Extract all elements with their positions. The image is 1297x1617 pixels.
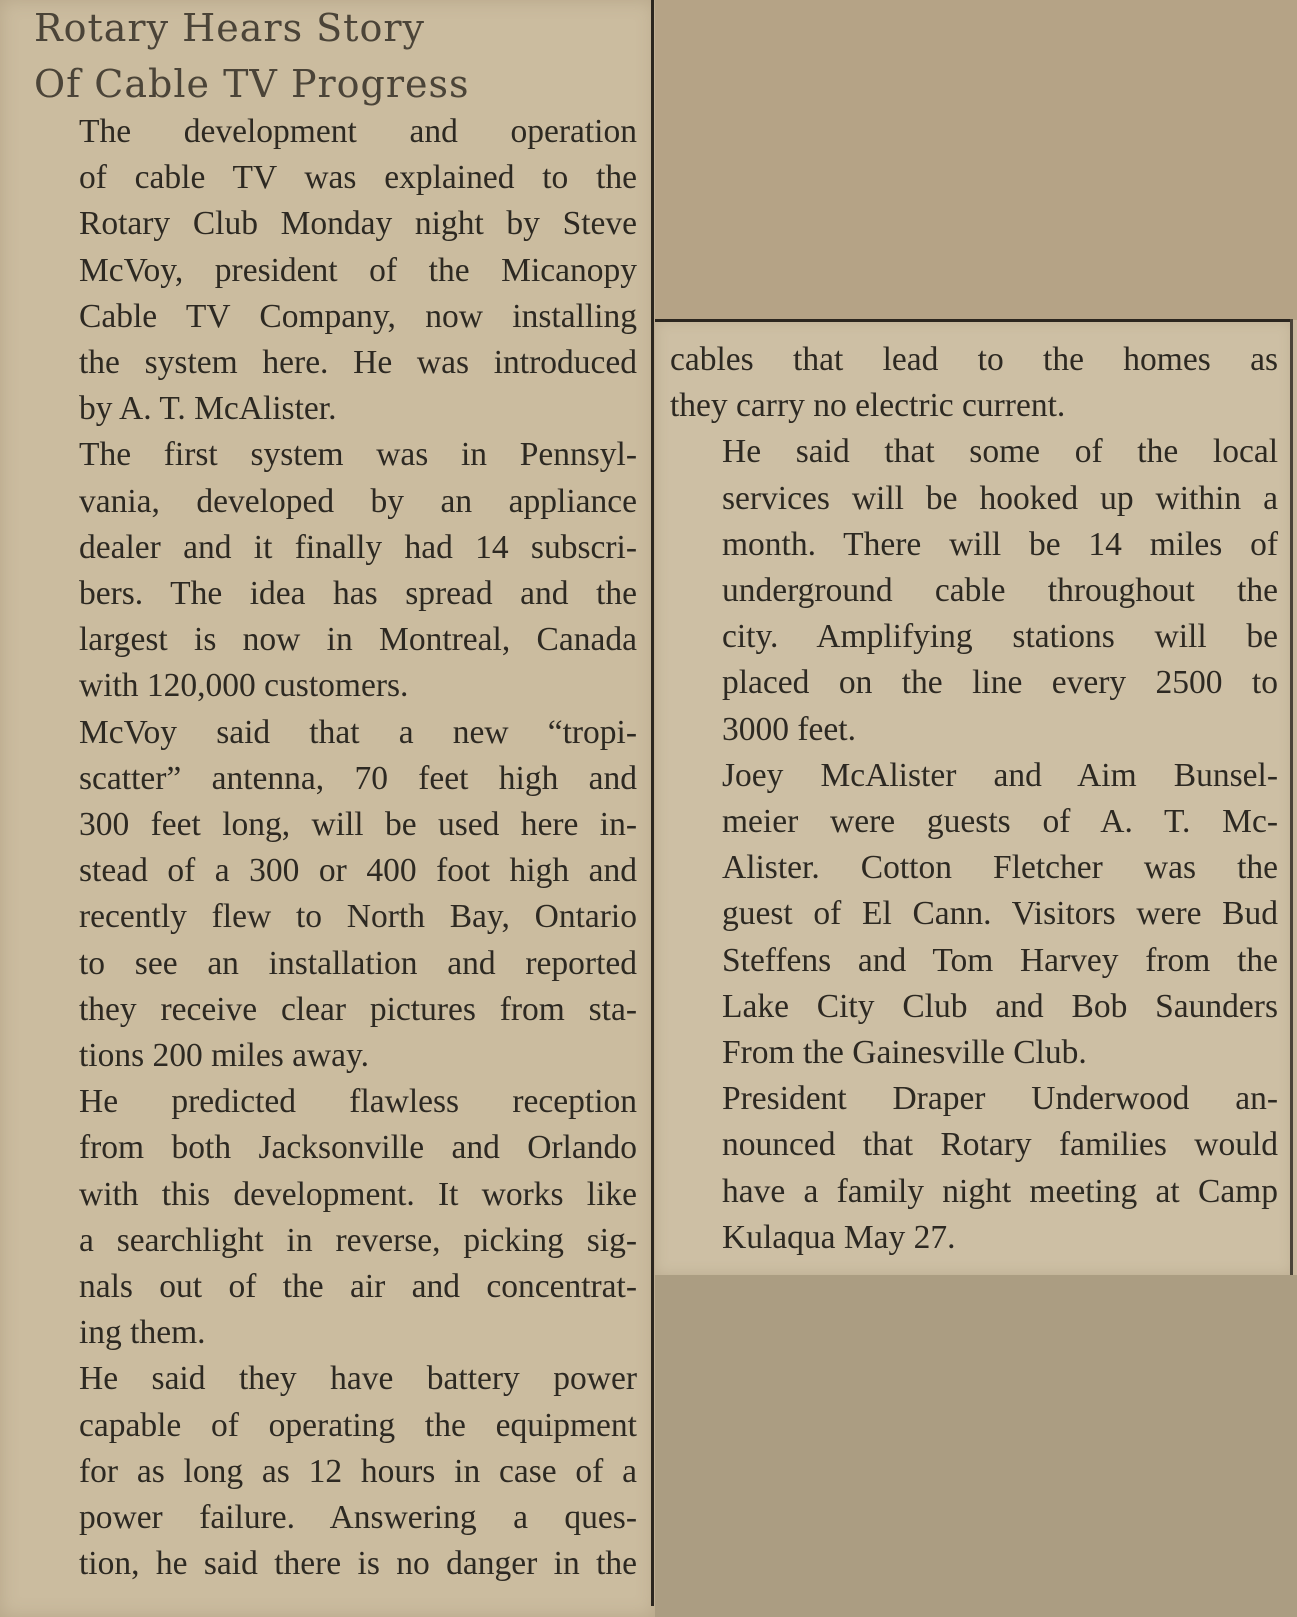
text-line: capable of operating the equipment (79, 1406, 637, 1444)
text-line: meier were guests of A. T. Mc- (722, 803, 1278, 841)
text-line: tion, he said there is no danger in the (79, 1545, 637, 1583)
blank-area-bottom-right (655, 1275, 1297, 1617)
headline-line-1: Rotary Hears Story (34, 6, 425, 50)
text-line: Rotary Club Monday night by Steve (79, 205, 637, 243)
text-line: Cable TV Company, now installing (79, 297, 637, 335)
blank-area-top-right (655, 0, 1297, 320)
text-line: guest of El Cann. Visitors were Bud (722, 895, 1278, 933)
text-line: dealer and it finally had 14 subscri- (79, 528, 637, 566)
text-line: President Draper Underwood an- (722, 1080, 1278, 1118)
text-line: Lake City Club and Bob Saunders (722, 987, 1278, 1025)
text-line: largest is now in Montreal, Canada (79, 621, 637, 659)
text-line: McVoy said that a new “tropi- (79, 713, 637, 751)
left-column-body (27, 109, 637, 1588)
text-line: He said that some of the local (722, 433, 1278, 471)
text-line: Alister. Cotton Fletcher was the (722, 849, 1278, 887)
text-line: of cable TV was explained to the (79, 159, 637, 197)
text-line: city. Amplifying stations will be (722, 618, 1278, 656)
text-line: Joey McAlister and Aim Bunsel- (722, 756, 1278, 794)
text-line: placed on the line every 2500 to (722, 664, 1278, 702)
paragraph-2 (27, 432, 637, 709)
right-column-top-rule (655, 319, 1293, 322)
right-column-edge-rule (1290, 319, 1293, 1275)
text-line: from both Jacksonville and Orlando (79, 1129, 637, 1167)
text-line: vania, developed by an appliance (79, 482, 637, 520)
text-line: by A. T. McAlister. (79, 390, 337, 428)
paragraph-1 (27, 109, 637, 432)
text-line: they carry no electric current. (670, 387, 1066, 425)
text-line: with 120,000 customers. (79, 667, 409, 705)
text-line: to see an installation and reported (79, 944, 637, 982)
text-line: underground cable throughout the (722, 572, 1278, 610)
paragraph-continuation (670, 337, 1278, 429)
column-divider-rule (651, 0, 654, 1606)
paragraph-7 (670, 753, 1278, 1076)
text-line: Kulaqua May 27. (722, 1218, 956, 1256)
text-line: The development and operation (79, 113, 637, 150)
text-line: From the Gainesville Club. (722, 1034, 1087, 1072)
paragraph-3 (27, 710, 637, 1080)
text-line: for as long as 12 hours in case of a (79, 1452, 637, 1490)
paragraph-5 (27, 1356, 637, 1587)
article-headline (34, 0, 644, 112)
text-line: ing them. (79, 1314, 206, 1352)
text-line: with this development. It works like (79, 1175, 637, 1213)
text-line: The first system was in Pennsyl- (79, 436, 637, 474)
text-line: have a family night meeting at Camp (722, 1172, 1278, 1210)
right-column-body (670, 337, 1278, 1261)
paragraph-4 (27, 1079, 637, 1356)
text-line: the system here. He was introduced (79, 344, 637, 382)
text-line: they receive clear pictures from sta- (79, 990, 637, 1028)
text-line: cables that lead to the homes as (670, 341, 1278, 378)
text-line: recently flew to North Bay, Ontario (79, 898, 637, 936)
headline-line-2: Of Cable TV Progress (34, 62, 470, 106)
paragraph-6 (670, 429, 1278, 752)
text-line: month. There will be 14 miles of (722, 525, 1278, 563)
text-line: Steffens and Tom Harvey from the (722, 941, 1278, 979)
text-line: 300 feet long, will be used here in- (79, 806, 637, 844)
text-line: power failure. Answering a ques- (79, 1499, 637, 1537)
text-line: a searchlight in reverse, picking sig- (79, 1221, 637, 1259)
text-line: He said they have battery power (79, 1360, 637, 1398)
paragraph-8 (670, 1076, 1278, 1261)
text-line: nounced that Rotary families would (722, 1126, 1278, 1164)
text-line: tions 200 miles away. (79, 1037, 369, 1075)
text-line: nals out of the air and concentrat- (79, 1268, 637, 1306)
text-line: He predicted flawless reception (79, 1083, 637, 1121)
text-line: stead of a 300 or 400 foot high and (79, 852, 637, 890)
text-line: 3000 feet. (722, 710, 856, 748)
text-line: services will be hooked up within a (722, 479, 1278, 517)
text-line: bers. The idea has spread and the (79, 575, 637, 613)
text-line: scatter” antenna, 70 feet high and (79, 759, 637, 797)
text-line: McVoy, president of the Micanopy (79, 251, 637, 289)
